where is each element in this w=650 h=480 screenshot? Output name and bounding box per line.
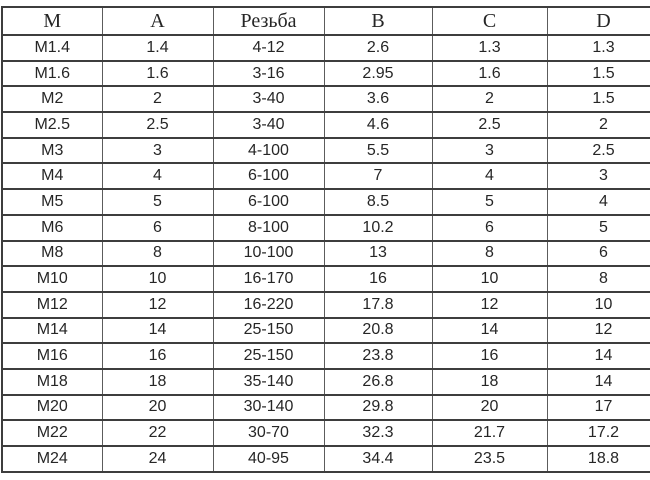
table-cell: 18	[102, 369, 213, 395]
table-row	[2, 138, 650, 164]
table-cell: 26.8	[324, 369, 432, 395]
table-row	[2, 61, 650, 87]
table-cell: 10	[432, 266, 547, 292]
table-cell: 4	[102, 163, 213, 189]
table-cell: 5	[102, 189, 213, 215]
table-cell: M18	[2, 369, 102, 395]
table-cell: 4	[547, 189, 650, 215]
table-cell: M5	[2, 189, 102, 215]
table-cell: 22	[102, 420, 213, 446]
table-cell: 6-100	[213, 163, 324, 189]
table-cell: 17.8	[324, 292, 432, 318]
table-cell: 21.7	[432, 420, 547, 446]
table-cell: M16	[2, 343, 102, 369]
table-cell: 14	[547, 369, 650, 395]
table-cell: 4-12	[213, 35, 324, 61]
table-cell: 1.6	[102, 61, 213, 87]
table-cell: 16	[324, 266, 432, 292]
table-cell: 2	[547, 112, 650, 138]
table-cell: M12	[2, 292, 102, 318]
table-cell: 35-140	[213, 369, 324, 395]
table-row	[2, 318, 650, 344]
table-cell: 20	[102, 395, 213, 421]
table-row	[2, 395, 650, 421]
table-cell: 4-100	[213, 138, 324, 164]
table-cell: 12	[547, 318, 650, 344]
table-cell: 10-100	[213, 241, 324, 267]
table-cell: 3	[102, 138, 213, 164]
table-row	[2, 292, 650, 318]
table-cell: 29.8	[324, 395, 432, 421]
table-row	[2, 86, 650, 112]
table-cell: 1.6	[432, 61, 547, 87]
table-cell: 4	[432, 163, 547, 189]
table-cell: 8	[547, 266, 650, 292]
table-cell: 13	[324, 241, 432, 267]
table-cell: 8	[102, 241, 213, 267]
table-row	[2, 112, 650, 138]
table-cell: 2.95	[324, 61, 432, 87]
table-cell: 6	[432, 215, 547, 241]
table-cell: M10	[2, 266, 102, 292]
table-cell: M2	[2, 86, 102, 112]
table-row	[2, 241, 650, 267]
table-cell: 25-150	[213, 343, 324, 369]
table-cell: 12	[102, 292, 213, 318]
table-cell: 16-170	[213, 266, 324, 292]
table-header-row	[2, 7, 650, 35]
table-cell: 40-95	[213, 446, 324, 472]
table-cell: 2.5	[102, 112, 213, 138]
table-cell: 2	[432, 86, 547, 112]
table-cell: 10	[102, 266, 213, 292]
table-cell: 18.8	[547, 446, 650, 472]
table-cell: 3	[432, 138, 547, 164]
table-cell: 34.4	[324, 446, 432, 472]
table-cell: 25-150	[213, 318, 324, 344]
table-cell: M8	[2, 241, 102, 267]
table-cell: M4	[2, 163, 102, 189]
table-cell: 5	[432, 189, 547, 215]
table-cell: M1.4	[2, 35, 102, 61]
table-body	[2, 35, 650, 472]
table-cell: 3-40	[213, 112, 324, 138]
table-cell: 8	[432, 241, 547, 267]
table-cell: M6	[2, 215, 102, 241]
table-cell: 6-100	[213, 189, 324, 215]
table-cell: M1.6	[2, 61, 102, 87]
column-header-c: C	[432, 7, 547, 35]
table-cell: 17.2	[547, 420, 650, 446]
table-cell: 10.2	[324, 215, 432, 241]
table-cell: 20	[432, 395, 547, 421]
table-cell: 1.3	[432, 35, 547, 61]
table-row	[2, 189, 650, 215]
table-cell: 23.5	[432, 446, 547, 472]
column-header-d: D	[547, 7, 650, 35]
table-cell: 3	[547, 163, 650, 189]
table-cell: M14	[2, 318, 102, 344]
table-cell: M20	[2, 395, 102, 421]
table-cell: 3-16	[213, 61, 324, 87]
table-row	[2, 420, 650, 446]
table-cell: 24	[102, 446, 213, 472]
table-cell: 1.5	[547, 86, 650, 112]
table-cell: 3-40	[213, 86, 324, 112]
table-cell: 5.5	[324, 138, 432, 164]
column-header-thread: Резьба	[213, 7, 324, 35]
table-cell: M24	[2, 446, 102, 472]
table-cell: M22	[2, 420, 102, 446]
table-cell: 2.6	[324, 35, 432, 61]
table-cell: 20.8	[324, 318, 432, 344]
table-cell: 32.3	[324, 420, 432, 446]
table-cell: 14	[102, 318, 213, 344]
table-cell: 4.6	[324, 112, 432, 138]
thread-size-table	[1, 6, 650, 473]
table-row	[2, 215, 650, 241]
table-cell: 14	[547, 343, 650, 369]
table-row	[2, 35, 650, 61]
table-cell: 17	[547, 395, 650, 421]
table-cell: 1.3	[547, 35, 650, 61]
column-header-b: B	[324, 7, 432, 35]
table-cell: 6	[102, 215, 213, 241]
table-cell: 1.5	[547, 61, 650, 87]
table-cell: 7	[324, 163, 432, 189]
table-cell: 10	[547, 292, 650, 318]
table-cell: 3.6	[324, 86, 432, 112]
thread-size-table-container	[1, 6, 650, 473]
table-cell: 16-220	[213, 292, 324, 318]
table-cell: 6	[547, 241, 650, 267]
table-cell: 2.5	[432, 112, 547, 138]
table-cell: 1.4	[102, 35, 213, 61]
table-cell: 16	[102, 343, 213, 369]
table-cell: 16	[432, 343, 547, 369]
table-row	[2, 163, 650, 189]
table-cell: M2.5	[2, 112, 102, 138]
table-cell: 18	[432, 369, 547, 395]
table-row	[2, 369, 650, 395]
table-cell: 23.8	[324, 343, 432, 369]
table-cell: M3	[2, 138, 102, 164]
table-cell: 30-140	[213, 395, 324, 421]
table-cell: 2.5	[547, 138, 650, 164]
table-row	[2, 266, 650, 292]
table-cell: 8-100	[213, 215, 324, 241]
table-cell: 30-70	[213, 420, 324, 446]
table-cell: 8.5	[324, 189, 432, 215]
table-row	[2, 446, 650, 472]
table-cell: 14	[432, 318, 547, 344]
table-cell: 12	[432, 292, 547, 318]
column-header-m: M	[2, 7, 102, 35]
table-row	[2, 343, 650, 369]
table-cell: 2	[102, 86, 213, 112]
table-cell: 5	[547, 215, 650, 241]
column-header-a: A	[102, 7, 213, 35]
